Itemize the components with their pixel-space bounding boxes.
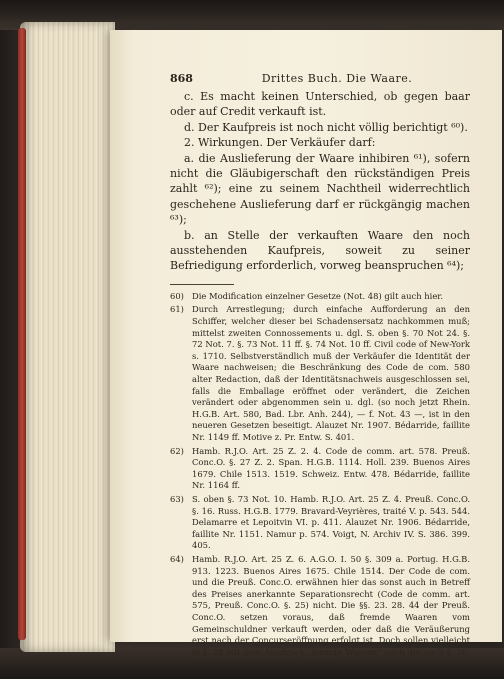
footnote-text: Die Modification einzelner Gesetze (Not. 48) gilt auch hier. [192,290,444,301]
footnote-63 [170,494,470,552]
footnote-text: Hamb. R.J.O. Art. 25 Z. 2. 4. Code de comm. art. 578. Preuß. Conc.O. §. 27 Z. 2. Span. H.G.B. 1114. Holl. 239. Buenos Aires 1679. Chile 1513. 1519. Schweiz. Entw. 478. Bédarride, faillite Nr. 1164 ff. [192,445,470,491]
footnote-60 [170,291,470,303]
footnote-number: 60) [170,290,184,301]
footnote-61 [170,304,470,443]
footnote-rule [170,284,234,285]
body-item-a: a. die Auslieferung der Waare inhibiren ⁶¹), sofern nicht die Gläubigerschaft den rückständigen Preis zahlt ⁶²); eine zu seinem Nachtheil widerrechtlich geschehene Auslieferung darf er rückgängig machen ⁶³); [170,151,470,227]
body-section-heading: 2. Wirkungen. Der Verkäufer darf: [184,136,376,150]
body-item-b: b. an Stelle der verkauften Waare den noch ausstehenden Kaufpreis, soweit zu seiner Befriedigung erforderlich, vorweg beanspruchen ⁶⁴); [170,228,470,273]
red-page-edge [18,28,26,640]
footnote-text: S. oben §. 73 Not. 10. Hamb. R.J.O. Art. 25 Z. 4. Preuß. Conc.O. §. 16. Russ. H.G.B. 1779. Bravard-Veyrières, traité V. p. 543. 544. Delamarre et Lepoitvin VI. p. 411. Alauzet Nr. 1906. Bédarride, faillite Nr. 1151. Namur p. 574. Voigt, N. Archiv IV. S. 386. 399. 405. [192,493,470,551]
footnote-number: 64) [170,553,184,564]
footnote-number: 61) [170,304,184,315]
page-number: 868 [170,72,193,85]
footnote-64 [170,554,470,670]
running-head: Drittes Buch. Die Waare. [261,72,413,85]
footnote-number: 63) [170,493,184,504]
page-text [170,72,470,672]
footnote-text: Durch Arrestlegung; durch einfache Aufforderung an den Schiffer, welcher dieser bei Schadensersatz nachkommen muß; mittelst zweiten Connossements u. dgl. S. oben §. 70 Not 24. §. 72 Not. 7. §. 73 Not. 11 ff. §. 74 Not. 10 ff. Civil code of New-York s. 1710. Selbstverständlich muß der Verkäufer die Identität der Waare nachweisen; die Beschränkung des Code de com. 580 alter Redaction, daß der Identitätsnachweis ausgeschlossen sei, falls die Emballage eröffnet oder verändert, die Zeichen verändert oder abgenommen sein u. dgl. (so noch jetzt Rhein. H.G.B. Art. 580, Bad. Lbr. Anh. 244), — f. Not. 43 —, ist in den neueren Gesetzen beseitigt. Alauzet Nr. 1907. Bédarride, faillite Nr. 1149 ff. Motive z. Pr. Entw. S. 401. [192,304,470,442]
footnote-62 [170,446,470,492]
footnote-number: 62) [170,445,184,456]
body-item-c: c. Es macht keinen Unterschied, ob gegen baar oder auf Credit verkauft ist. [170,90,470,119]
body-item-d: d. Der Kaufpreis ist noch nicht völlig berichtigt ⁶⁰). [184,120,468,134]
page-stack [20,22,115,652]
page-header [170,72,470,88]
footnote-text: Hamb. R.J.O. Art. 25 Z. 6. A.G.O. I. 50 §. 309 a. Portug. H.G.B. 913. 1223. Buenos Aires 1675. Chile 1514. Der Code de com. und die Preuß. Conc.O. erwähnen hier das sonst auch in Betreff des Preises anerkannte Separationsrecht (Code de comm. art. 575, Preuß. Conc.O. §. 25) nicht. Die §§. 23. 28. 44 der Preuß. Conc.O. setzen voraus, daß fremde Waaren vom Gemeinschuldner verkauft werden, oder daß die Veräußerung erst nach der Concurseröffnung erfolgt ist. Doch sollen vielleicht in §. 28 mit dem Ausdruck „fremde Waaren“ auch die nach §. 26. 27 separabeln bezeichnet werden. [192,553,470,669]
